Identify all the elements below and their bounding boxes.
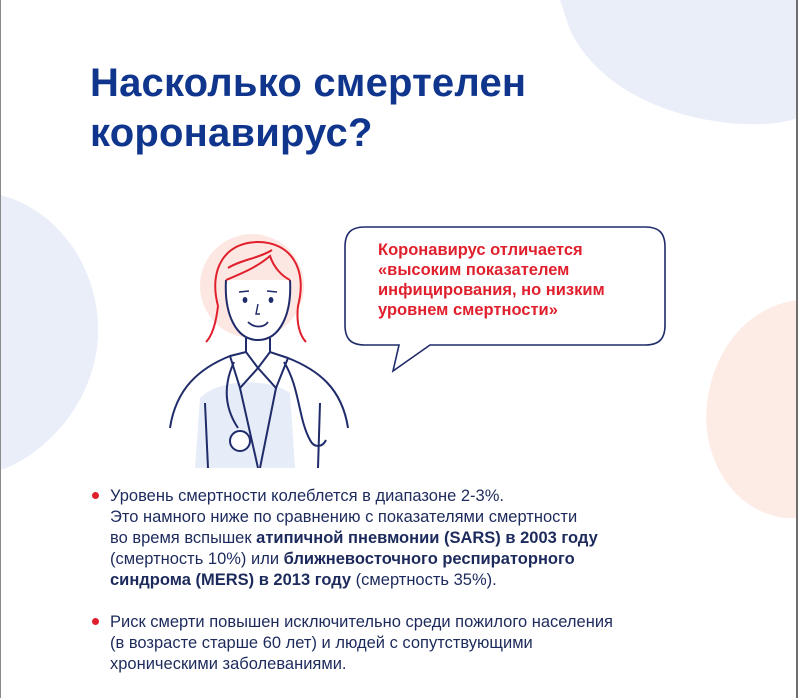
bullet-2-line-2: (в возрасте старше 60 лет) и людей с сопутствующими (110, 634, 533, 652)
bullet-1-mers-a: ближневосточного респираторного (283, 550, 575, 568)
bullet-dot (92, 492, 99, 499)
bullet-2-line-3: хроническими заболеваниями. (110, 655, 347, 673)
bullet-1-line-3 (110, 528, 732, 549)
bullet-1-line-1: Уровень смертности колеблется в диапазоне 2-3%. (110, 487, 504, 505)
bullet-1-line-4-a: (смертность 10%) или (110, 550, 284, 568)
bullet-1-sars: атипичной пневмонии (SARS) в 2003 году (256, 529, 598, 547)
title-line-1: Насколько смертелен (90, 61, 527, 105)
bullet-item-mortality (92, 486, 732, 591)
title-line-2: коронавирус? (90, 111, 373, 155)
bullet-dot (92, 618, 99, 625)
bullet-1-line-2: Это намного ниже по сравнению с показателями смертности (110, 508, 578, 526)
page-title (90, 58, 526, 158)
bullet-1-line-3-a: во время вспышек (110, 529, 257, 547)
left-border (0, 0, 1, 698)
bubble-line-1: Коронавирус отличается (378, 241, 583, 259)
bullet-1-line-5 (110, 570, 732, 591)
bullet-1-line-4 (110, 549, 732, 570)
bubble-line-4: уровнем смертности» (378, 301, 558, 319)
bullet-2-line-1: Риск смерти повышен исключительно среди пожилого населения (110, 613, 613, 631)
bullet-list (92, 486, 732, 675)
bullet-1-line-5-b: (смертность 35%). (351, 571, 497, 589)
bullet-1-mers-b: синдрома (MERS) в 2013 году (110, 571, 352, 589)
bubble-line-2: «высоким показателем (378, 261, 570, 279)
speech-bubble-text (378, 240, 668, 320)
bullet-item-risk (92, 612, 732, 675)
bubble-line-3: инфицирования, но низким (378, 281, 605, 299)
